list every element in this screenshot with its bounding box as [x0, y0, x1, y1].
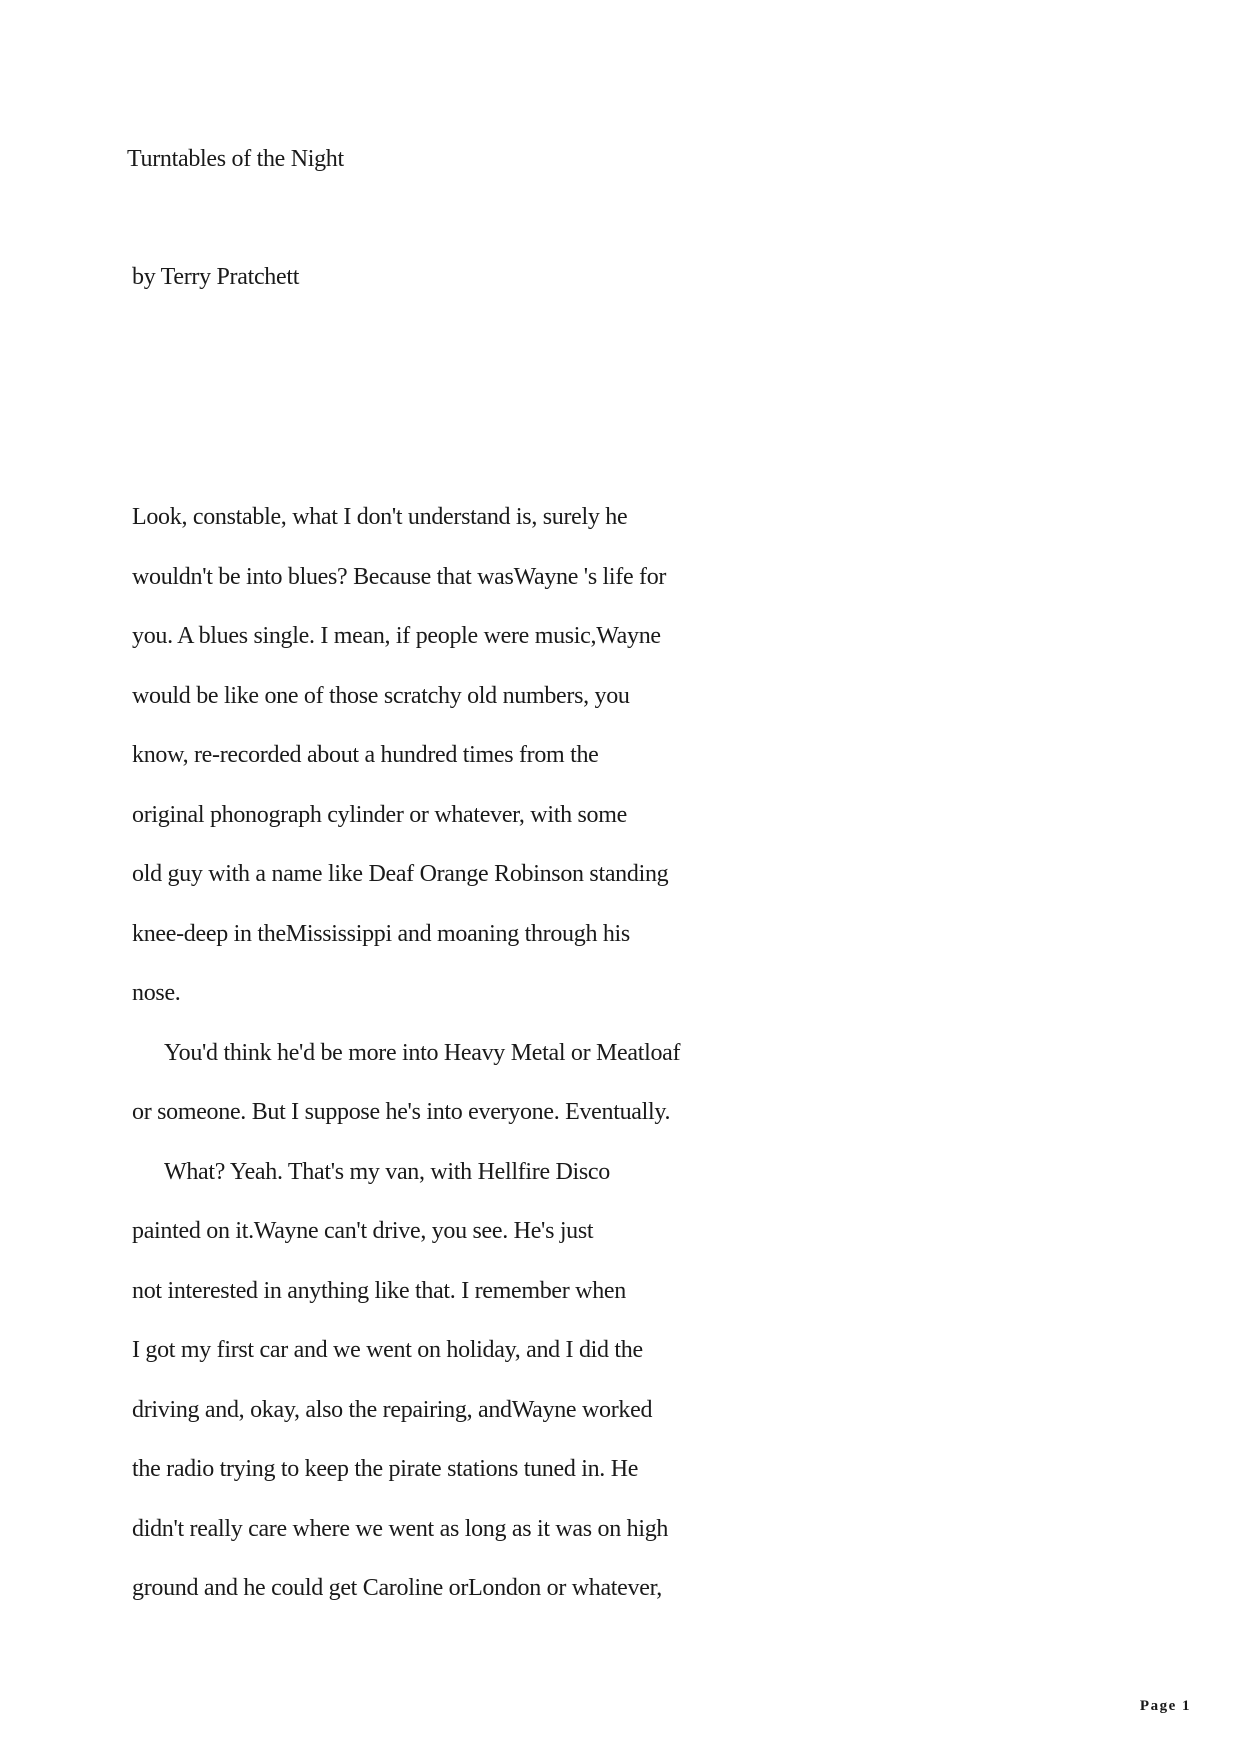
- text-line: wouldn't be into blues? Because that wasWayne 's life for: [132, 563, 667, 590]
- text-line: know, re-recorded about a hundred times from the: [132, 742, 599, 768]
- text-line: old guy with a name like Deaf Orange Robinson standing: [132, 861, 669, 887]
- text-line: original phonograph cylinder or whatever, with some: [132, 801, 627, 828]
- text-line: Look, constable, what I don't understand is, surely he: [132, 504, 628, 530]
- text-line: painted on it.Wayne can't drive, you see. He's just: [132, 1218, 594, 1244]
- text-line: knee-deep in theMississippi and moaning through his: [132, 920, 630, 947]
- text-line: nose.: [132, 980, 181, 1006]
- text-line: You'd think he'd be more into Heavy Metal or Meatloaf: [164, 1039, 681, 1066]
- text-line: didn't really care where we went as long as it was on high: [132, 1515, 669, 1542]
- page-number: Page 1: [1139, 1698, 1191, 1714]
- text-line: I got my first car and we went on holiday, and I did the: [132, 1337, 643, 1363]
- text-line: would be like one of those scratchy old numbers, you: [132, 682, 630, 709]
- text-line: ground and he could get Caroline orLondon or whatever,: [132, 1575, 663, 1601]
- text-line: the radio trying to keep the pirate stations tuned in. He: [132, 1456, 639, 1482]
- document-title: Turntables of the Night: [127, 146, 344, 172]
- document-author: by Terry Pratchett: [132, 264, 300, 290]
- text-line: What? Yeah. That's my van, with Hellfire Disco: [164, 1158, 610, 1185]
- text-line: driving and, okay, also the repairing, andWayne worked: [132, 1396, 653, 1423]
- body-text: [132, 502, 752, 1633]
- text-line: you. A blues single. I mean, if people were music,Wayne: [132, 623, 661, 649]
- text-line: or someone. But I suppose he's into everyone. Eventually.: [132, 1099, 671, 1125]
- text-line: not interested in anything like that. I remember when: [132, 1277, 626, 1304]
